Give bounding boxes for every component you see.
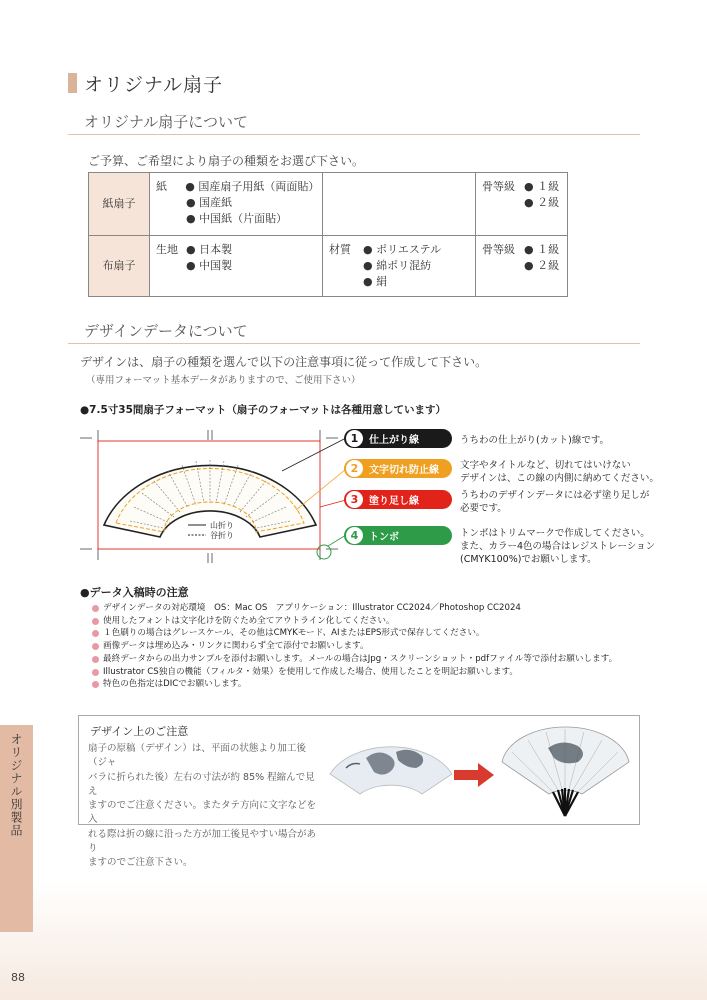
legend-valley-fold: 谷折り bbox=[210, 531, 234, 540]
legend-number: 2 bbox=[346, 460, 363, 477]
section-intro: デザインは、扇子の種類を選んで以下の注意事項に従って作成して下さい。 bbox=[80, 355, 488, 369]
table-row bbox=[89, 236, 568, 297]
list-item: ● 中国紙（片面貼） bbox=[186, 212, 288, 225]
list-item: ● 綿ポリ混紡 bbox=[363, 259, 432, 272]
description-line: また、カラー4色の場合はレジストレーション bbox=[460, 541, 656, 552]
list-item: ● 日本製 bbox=[186, 243, 233, 256]
description-line: デザインは、この線の内側に納めてください。 bbox=[460, 473, 659, 484]
flat-fan-image bbox=[326, 734, 456, 812]
list-item: ● ２級 bbox=[524, 196, 560, 209]
page-bottom-gradient bbox=[0, 880, 707, 1000]
description-line: (CMYK100%)でお願いします。 bbox=[460, 554, 597, 565]
list-item: ● ２級 bbox=[524, 259, 560, 272]
list-item: 画像データは埋め込み・リンクに関わらず全て添付でお願いします。 bbox=[92, 640, 617, 653]
legend-description bbox=[460, 527, 655, 566]
table-cell bbox=[323, 236, 476, 297]
description-line: トンボはトリムマークで作成してください。 bbox=[460, 528, 650, 539]
caution-line: れる際は折の線に沿った方が加工後見やすい場合があり bbox=[88, 828, 317, 855]
list-item: Illustrator CS独自の機能（フィルタ・効果）を使用して作成した場合、使用したことを明記お願いします。 bbox=[92, 666, 617, 679]
description-line: うちわの仕上がり(カット)線です。 bbox=[460, 435, 610, 446]
legend-description bbox=[460, 489, 649, 515]
section-title-design: デザインデータについて bbox=[84, 322, 248, 340]
page-title: オリジナル扇子 bbox=[84, 74, 224, 96]
description-line: 文字やタイトルなど、切れてはいけない bbox=[460, 460, 631, 471]
notes-title: ●データ入稿時の注意 bbox=[80, 586, 189, 599]
legend-number: 3 bbox=[346, 491, 363, 508]
fan-type-table bbox=[88, 172, 568, 297]
caution-title: デザイン上のご注意 bbox=[90, 725, 189, 738]
list-item: 特色の色指定はDICでお願いします。 bbox=[92, 678, 617, 691]
list-item: 最終データからの出力サンプルを添付お願いします。メールの場合はJpg・スクリーンショット・pdfファイル等で添付お願いします。 bbox=[92, 653, 617, 666]
caution-line: 扇子の原稿（デザイン）は、平面の状態より加工後（ジャ bbox=[88, 743, 306, 769]
legend-pill-bleed-line bbox=[344, 490, 452, 509]
format-title: ●7.5寸35間扇子フォーマット（扇子のフォーマットは各種用意しています） bbox=[80, 404, 446, 416]
folded-fan-image bbox=[498, 722, 633, 820]
leader-line-2 bbox=[296, 469, 346, 510]
title-accent-bar bbox=[68, 73, 77, 93]
legend-label: 塗り足し線 bbox=[369, 496, 419, 507]
list-item: 使用したフォントは文字化けを防ぐため全てアウトライン化してください。 bbox=[92, 615, 617, 628]
description-line: 必要です。 bbox=[460, 503, 507, 514]
legend-label: 仕上がり線 bbox=[369, 435, 419, 446]
list-item: ● １級 bbox=[524, 180, 560, 193]
table-cell-empty bbox=[323, 173, 476, 236]
table-cell bbox=[476, 236, 568, 297]
section-intro: ご予算、ご希望により扇子の種類をお選び下さい。 bbox=[88, 154, 365, 168]
fan-type-paper: 紙扇子 bbox=[89, 173, 150, 236]
legend-pill-finish-line bbox=[344, 429, 452, 448]
list-item: １色刷りの場合はグレースケール、その他はCMYKモード、AIまたはEPS形式で保存してください。 bbox=[92, 627, 617, 640]
notes-list bbox=[92, 602, 617, 691]
list-item: ● 中国製 bbox=[186, 259, 233, 272]
leader-line-3 bbox=[320, 500, 346, 507]
list-item: ● 国産扇子用紙（両面貼） bbox=[185, 180, 320, 193]
legend-description bbox=[460, 434, 609, 447]
legend-label: 文字切れ防止線 bbox=[369, 465, 439, 476]
side-tab-label: オリジナル別製品 bbox=[9, 733, 23, 837]
legend-number: 1 bbox=[346, 430, 363, 447]
table-cell bbox=[150, 173, 323, 236]
section-divider bbox=[68, 134, 640, 135]
cell-label: 骨等級 bbox=[482, 243, 515, 256]
description-line: うちわのデザインデータには必ず塗り足しが bbox=[460, 490, 650, 501]
list-item: ● ポリエステル bbox=[363, 243, 442, 256]
section-divider bbox=[68, 343, 640, 344]
legend-pill-trim-mark bbox=[344, 526, 452, 545]
arrow-right-icon bbox=[452, 762, 496, 788]
section-title-about: オリジナル扇子について bbox=[84, 113, 248, 131]
legend-number: 4 bbox=[346, 527, 363, 544]
list-item: ● 国産紙 bbox=[186, 196, 233, 209]
table-row bbox=[89, 173, 568, 236]
page-number: 88 bbox=[11, 971, 25, 984]
legend-mountain-fold: 山折り bbox=[210, 521, 234, 530]
caution-line: ますのでご注意ください。またタテ方向に文字などを入 bbox=[88, 800, 317, 826]
fan-format-diagram bbox=[70, 425, 360, 570]
table-cell bbox=[150, 236, 323, 297]
cell-label: 生地 bbox=[156, 243, 178, 256]
fan-type-cloth: 布扇子 bbox=[89, 236, 150, 297]
list-item: ● １級 bbox=[524, 243, 560, 256]
list-item: ● 絹 bbox=[363, 275, 388, 288]
caution-line: バラに折られた後）左右の寸法が約 85% 程縮んで見え bbox=[88, 771, 315, 797]
legend-label: トンボ bbox=[369, 532, 399, 543]
cell-label: 紙 bbox=[156, 180, 167, 193]
cell-label: 骨等級 bbox=[482, 180, 515, 193]
list-item: デザインデータの対応環境 OS：Mac OS アプリケーション：Illustrator CC2024／Photoshop CC2024 bbox=[92, 602, 617, 615]
caution-line: ますのでご注意下さい。 bbox=[88, 857, 193, 869]
legend-description bbox=[460, 459, 659, 485]
table-cell bbox=[476, 173, 568, 236]
leader-line-1 bbox=[282, 438, 346, 471]
trim-mark-highlight bbox=[317, 545, 331, 559]
section-subnote: （専用フォーマット基本データがありますので、ご使用下さい） bbox=[86, 375, 361, 386]
cell-label: 材質 bbox=[329, 243, 351, 256]
caution-text bbox=[88, 742, 316, 871]
legend-pill-safe-line bbox=[344, 459, 452, 478]
